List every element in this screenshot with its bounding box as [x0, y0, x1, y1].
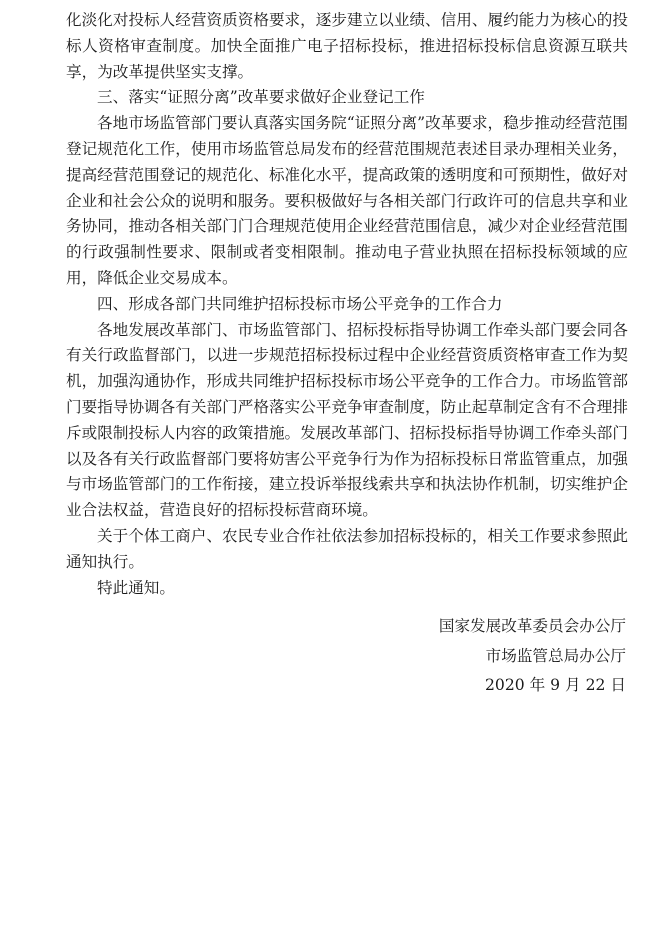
section-heading-3: 三、落实“证照分离”改革要求做好企业登记工作: [97, 88, 425, 107]
document-body: [66, 8, 628, 601]
issue-date: 2020 年 9 月 22 日: [484, 676, 626, 694]
issuer-ndrc-office: 国家发展改革委员会办公厅: [438, 617, 626, 635]
section-heading-4: 四、形成各部门共同维护招标投标市场公平竞争的工作合力: [97, 294, 503, 313]
paragraph-individual-businesses: 关于个体工商户、农民专业合作社依法参加招标投标的，相关工作要求参照此通知执行。: [66, 526, 628, 571]
paragraph-continuation: 化淡化对投标人经营资质资格要求，逐步建立以业绩、信用、履约能力为核心的投标人资格审查制度。加快全面推广电子招标投标，推进招标投标信息资源互联共享，为改革提供坚实支撑。: [66, 11, 628, 81]
paragraph-business-scope-registration: 各地市场监管部门要认真落实国务院“证照分离”改革要求，稳步推动经营范围登记规范化工作，使用市场监管总局发布的经营范围规范表述目录办理相关业务，提高经营范围登记的规范化、标准化水平，提高政策的透明度和可预期性，做好对企业和社会公众的说明和服务。要积极做好与各相关部门行政许可的信息共享和业务协同，推动各相关部门门合理规范使用企业经营范围信息，减少对企业经营范围的行政强制性要求、限制或者变相限制。推动电子营业执照在招标投标领域的应用，降低企业交易成本。: [66, 114, 628, 287]
paragraph-notice-closing: 特此通知。: [97, 578, 175, 597]
signature-block: [439, 612, 626, 701]
issuer-samr-office: 市场监管总局办公厅: [485, 646, 626, 665]
paragraph-joint-effort: 各地发展改革部门、市场监管部门、招标投标指导协调工作牵头部门要会同各有关行政监督部门，以进一步规范招标投标过程中企业经营资质资格审查工作为契机，加强沟通协作，形成共同维护招标投标市场公平竞争的工作合力。市场监管部门要指导协调各有关部门严格落实公平竞争审查制度，防止起草制定含有不合理排斥或限制投标人内容的政策措施。发展改革部门、招标投标指导协调工作牵头部门以及各有关行政监督部门要将妨害公平竞争行为作为招标投标日常监管重点，加强与市场监管部门的工作衔接，建立投诉举报线索共享和执法协作机制，切实维护企业合法权益，营造良好的招标投标营商环境。: [66, 320, 628, 520]
